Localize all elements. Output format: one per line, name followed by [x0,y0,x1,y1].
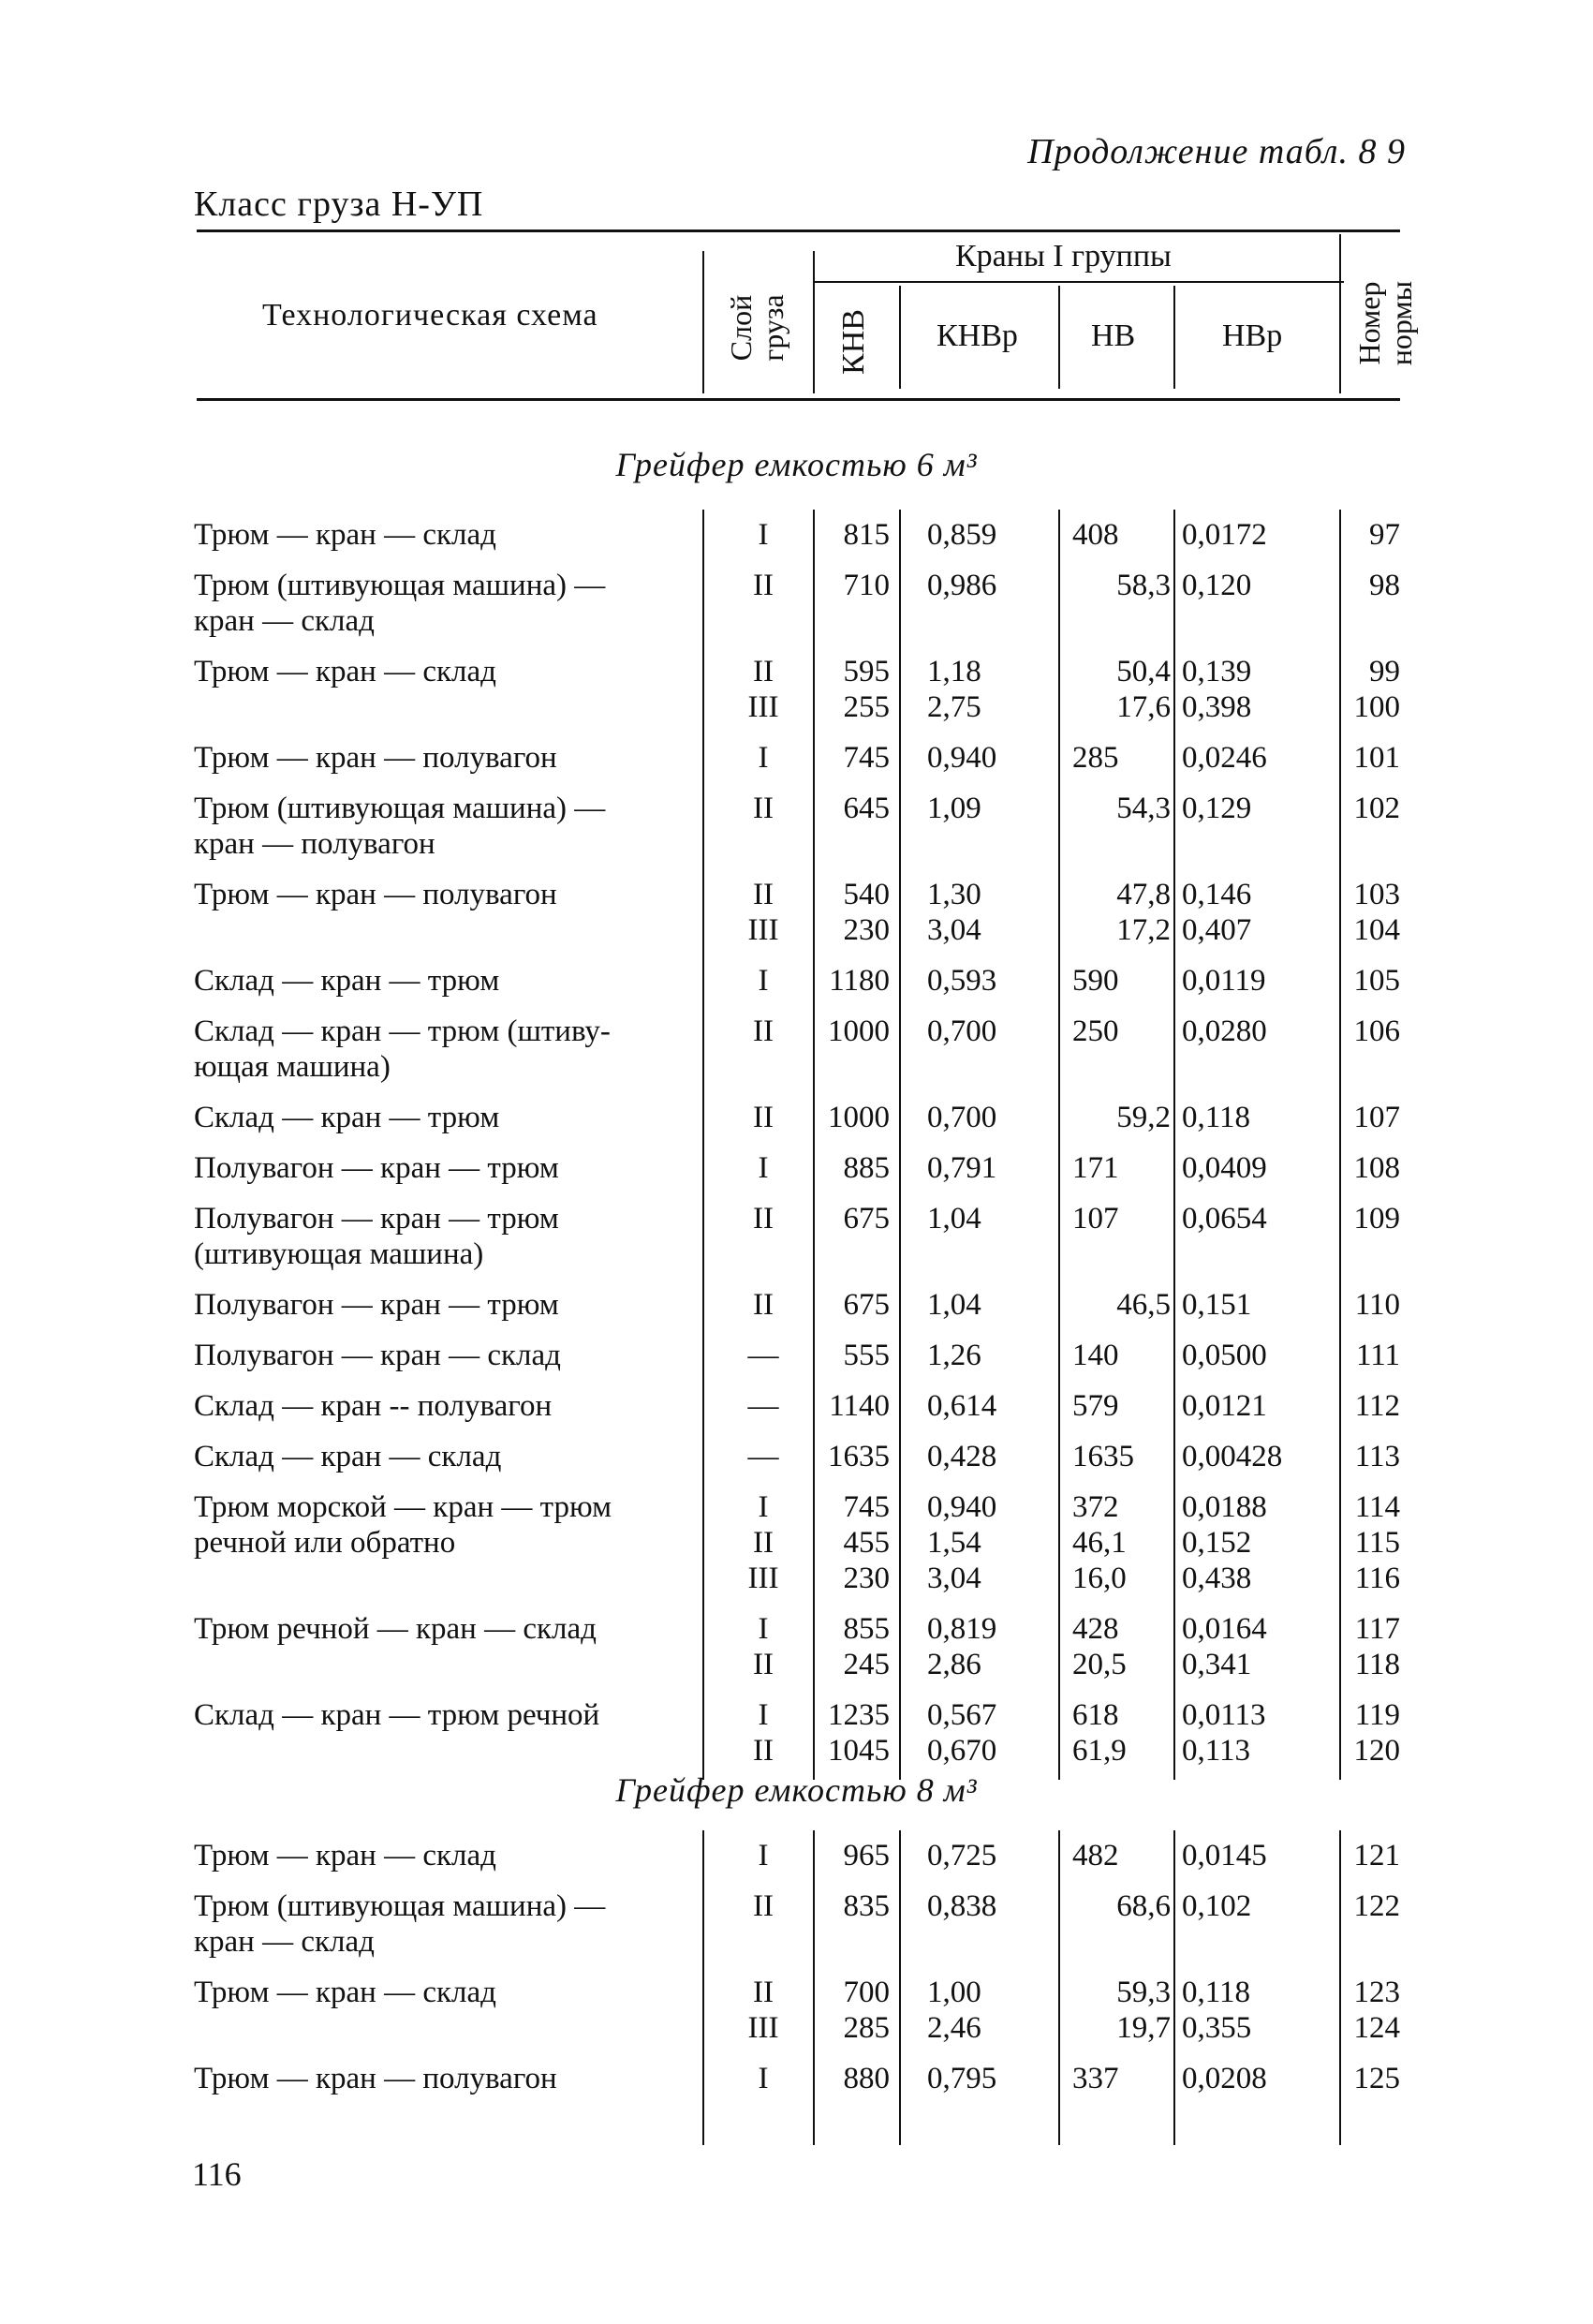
knv-cell: 745 455 230 [843,1490,890,1595]
cranes-group-rule [815,281,1344,283]
nvr-cell: 0,00428 [1182,1440,1283,1473]
column-rule [899,510,901,1780]
layer-cell: — [747,1389,779,1423]
column-rule [1058,510,1060,1780]
knvr-cell: 0,940 [927,741,997,775]
norm-cell: 98 [1369,569,1400,602]
nvr-cell: 0,129 [1182,792,1252,825]
nvr-cell: 0,146 0,407 [1182,878,1252,947]
knvr-cell: 0,986 [927,569,997,602]
header-sep-6 [1339,234,1341,393]
header-knvr-text: КНВр [937,318,1018,353]
knvr-cell: 0,614 [927,1389,997,1423]
nv-cell: 579 [1072,1389,1119,1423]
header-nv: НВ [1091,318,1136,353]
nvr-cell: 0,0654 [1182,1202,1267,1236]
nv-cell: 482 [1072,1839,1119,1873]
cargo-class-label: Класс груза Н-УП [194,185,484,224]
norm-cell: 105 [1353,964,1400,998]
scheme-cell: Склад — кран — склад [194,1440,502,1473]
table-top-rule [197,229,1400,232]
nv-cell: 1635 [1072,1440,1134,1473]
knvr-cell: 0,700 [927,1101,997,1134]
knv-cell: 835 [843,1889,890,1923]
nv-cell: 47,8 17,2 [1116,878,1171,947]
norm-cell: 121 [1353,1839,1400,1873]
knv-cell: 540 230 [843,878,890,947]
layer-cell: II [753,569,774,602]
knv-cell: 645 [843,792,890,825]
column-rule [1339,510,1341,1780]
knvr-cell: 0,567 0,670 [927,1698,997,1768]
knv-cell: 675 [843,1288,890,1322]
knv-cell: 1000 [828,1101,890,1134]
scheme-cell: Склад — кран — трюм (штиву- ющая машина) [194,1014,611,1084]
knvr-cell: 1,18 2,75 [927,655,981,724]
section-title-grab-6m3: Грейфер емкостью 6 м³ [615,446,978,483]
nvr-cell: 0,102 [1182,1889,1252,1923]
nv-cell: 107 [1072,1202,1119,1236]
layer-cell: II III [747,655,779,724]
knv-cell: 1000 [828,1014,890,1048]
layer-cell: I II [753,1612,774,1681]
nv-cell: 372 46,1 16,0 [1072,1490,1127,1595]
nvr-cell: 0,118 0,355 [1182,1976,1252,2045]
scheme-cell: Трюм (штивующая машина) — кран — полувагон [194,792,606,861]
header-sep-4 [1058,286,1060,389]
column-rule [1173,1830,1175,2145]
table-continuation-caption: Продолжение табл. 8 9 [1027,132,1406,171]
norm-cell: 122 [1353,1889,1400,1923]
nvr-cell: 0,118 [1182,1101,1251,1134]
nvr-cell: 0,0172 [1182,518,1267,552]
scheme-cell: Полувагон — кран — склад [194,1339,561,1372]
nvr-cell: 0,0246 [1182,741,1267,775]
nvr-cell: 0,151 [1182,1288,1252,1322]
nvr-cell: 0,0280 [1182,1014,1267,1048]
knvr-cell: 0,859 [927,518,997,552]
knv-cell: 555 [843,1339,890,1372]
knvr-cell: 0,428 [927,1440,997,1473]
nvr-cell: 0,0188 0,152 0,438 [1182,1490,1267,1595]
knv-cell: 1140 [829,1389,890,1423]
layer-cell: II [753,1889,774,1923]
layer-cell: I [758,1839,769,1873]
scheme-cell: Трюм — кран — склад [194,518,496,552]
scheme-cell: Трюм — кран — полувагон [194,2062,557,2095]
norm-cell: 102 [1353,792,1400,825]
nv-cell: 58,3 [1116,569,1171,602]
nv-cell: 428 20,5 [1072,1612,1127,1681]
scheme-cell: Полувагон — кран — трюм (штивующая машина) [194,1202,559,1271]
nv-cell: 140 [1072,1339,1119,1372]
norm-cell: 125 [1353,2062,1400,2095]
norm-cell: 109 [1353,1202,1400,1236]
norm-cell: 119 120 [1353,1698,1400,1768]
section-title-grab-8m3: Грейфер емкостью 8 м³ [615,1771,978,1809]
header-norm: Номер нормы [1352,280,1418,366]
layer-cell: I [758,741,769,775]
knvr-cell: 1,09 [927,792,981,825]
layer-cell: II [753,1014,774,1048]
scheme-cell: Склад — кран — трюм [194,964,500,998]
scheme-cell: Склад — кран -- полувагон [194,1389,553,1423]
norm-cell: 112 [1354,1389,1400,1423]
knvr-cell: 0,725 [927,1839,997,1873]
norm-cell: 101 [1353,741,1400,775]
norm-cell: 113 [1354,1440,1400,1473]
knvr-cell: 1,04 [927,1288,981,1322]
norm-cell: 111 [1355,1339,1400,1372]
scheme-cell: Трюм речной — кран — склад [194,1612,597,1646]
page-number: 116 [192,2155,242,2193]
knvr-cell: 1,00 2,46 [927,1976,981,2045]
layer-cell: I [758,1151,769,1185]
knvr-cell: 0,791 [927,1151,997,1185]
nvr-cell: 0,120 [1182,569,1252,602]
scheme-cell: Трюм морской — кран — трюм речной или обратно [194,1490,612,1560]
norm-cell: 99 100 [1353,655,1400,724]
header-knvr [937,318,1018,354]
knv-cell: 880 [843,2062,890,2095]
table-header-bottom-rule [197,398,1400,401]
nvr-cell: 0,139 0,398 [1182,655,1252,724]
knvr-cell: 0,838 [927,1889,997,1923]
nv-cell: 59,3 19,7 [1116,1976,1171,2045]
knv-cell: 885 [843,1151,890,1185]
norm-cell: 103 104 [1353,878,1400,947]
knv-cell: 1635 [828,1440,890,1473]
layer-cell: II [753,792,774,825]
column-rule [1339,1830,1341,2145]
knv-cell: 965 [843,1839,890,1873]
column-rule [1058,1830,1060,2145]
nv-cell: 337 [1072,2062,1119,2095]
knv-cell: 1180 [829,964,890,998]
nvr-cell: 0,0145 [1182,1839,1267,1873]
scheme-cell: Трюм (штивующая машина) — кран — склад [194,1889,606,1959]
column-rule [813,1830,815,2145]
nv-cell: 54,3 [1116,792,1171,825]
header-layer: Слой груза [724,294,789,362]
knvr-cell: 0,819 2,86 [927,1612,997,1681]
scheme-cell: Склад — кран — трюм [194,1101,500,1134]
nv-cell: 408 [1072,518,1119,552]
nvr-cell: 0,0500 [1182,1339,1267,1372]
scheme-cell: Трюм — кран — склад [194,1976,496,2009]
knv-cell: 855 245 [843,1612,890,1681]
norm-cell: 97 [1369,518,1400,552]
knvr-cell: 0,940 1,54 3,04 [927,1490,997,1595]
header-sep-3 [899,286,901,389]
header-sep-5 [1173,286,1175,389]
norm-cell: 117 118 [1354,1612,1400,1681]
knvr-cell: 1,04 [927,1202,981,1236]
layer-cell: — [747,1339,779,1372]
norm-cell: 106 [1353,1014,1400,1048]
header-nvr: НВр [1222,318,1283,353]
norm-cell: 123 124 [1353,1976,1400,2045]
layer-cell: I [758,2062,769,2095]
scheme-cell: Склад — кран — трюм речной [194,1698,600,1732]
nvr-cell: 0,0208 [1182,2062,1267,2095]
header-scheme: Технологическая схема [262,298,598,333]
scheme-cell: Полувагон — кран — трюм [194,1151,559,1185]
layer-cell: I II [753,1698,774,1768]
nv-cell: 590 [1072,964,1119,998]
header-sep-2 [813,251,815,393]
nv-cell: 171 [1072,1151,1119,1185]
header-knv: КНВ [836,309,871,375]
knvr-cell: 0,795 [927,2062,997,2095]
layer-cell: I [758,964,769,998]
layer-cell: II III [747,878,779,947]
column-rule [899,1830,901,2145]
scheme-cell: Трюм — кран — полувагон [194,741,557,775]
knvr-cell: 0,593 [927,964,997,998]
norm-cell: 107 [1353,1101,1400,1134]
layer-cell: II [753,1101,774,1134]
nv-cell: 250 [1072,1014,1119,1048]
knv-cell: 710 [843,569,890,602]
nv-cell: 285 [1072,741,1119,775]
layer-cell: II [753,1288,774,1322]
column-rule [702,510,704,1780]
header-sep-1 [702,251,704,393]
knv-cell: 1235 1045 [828,1698,890,1768]
nvr-cell: 0,0164 0,341 [1182,1612,1267,1681]
nvr-cell: 0,0113 0,113 [1182,1698,1266,1768]
scheme-cell: Трюм — кран — склад [194,1839,496,1873]
column-rule [702,1830,704,2145]
scheme-cell: Трюм — кран — склад [194,655,496,688]
norm-cell: 108 [1353,1151,1400,1185]
nv-cell: 46,5 [1116,1288,1171,1322]
column-rule [1173,510,1175,1780]
layer-cell: II III [747,1976,779,2045]
knvr-cell: 0,700 [927,1014,997,1048]
layer-cell: I [758,518,769,552]
header-cranes-group: Краны I группы [955,239,1172,274]
nvr-cell: 0,0121 [1182,1389,1267,1423]
knv-cell: 595 255 [843,655,890,724]
layer-cell: II [753,1202,774,1236]
knv-cell: 745 [843,741,890,775]
knv-cell: 815 [843,518,890,552]
scheme-cell: Полувагон — кран — трюм [194,1288,559,1322]
nv-cell: 59,2 [1116,1101,1171,1134]
norm-cell: 110 [1354,1288,1400,1322]
column-rule [813,510,815,1780]
nvr-cell: 0,0409 [1182,1151,1267,1185]
scheme-cell: Трюм — кран — полувагон [194,878,557,911]
nv-cell: 68,6 [1116,1889,1171,1923]
nvr-cell: 0,0119 [1182,964,1266,998]
norm-cell: 114 115 116 [1354,1490,1400,1595]
nv-cell: 50,4 17,6 [1116,655,1171,724]
knv-cell: 700 285 [843,1976,890,2045]
knvr-cell: 1,30 3,04 [927,878,981,947]
layer-cell: — [747,1440,779,1473]
nv-cell: 618 61,9 [1072,1698,1127,1768]
knvr-cell: 1,26 [927,1339,981,1372]
knv-cell: 675 [843,1202,890,1236]
layer-cell: I II III [747,1490,779,1595]
scheme-cell: Трюм (штивующая машина) — кран — склад [194,569,606,638]
